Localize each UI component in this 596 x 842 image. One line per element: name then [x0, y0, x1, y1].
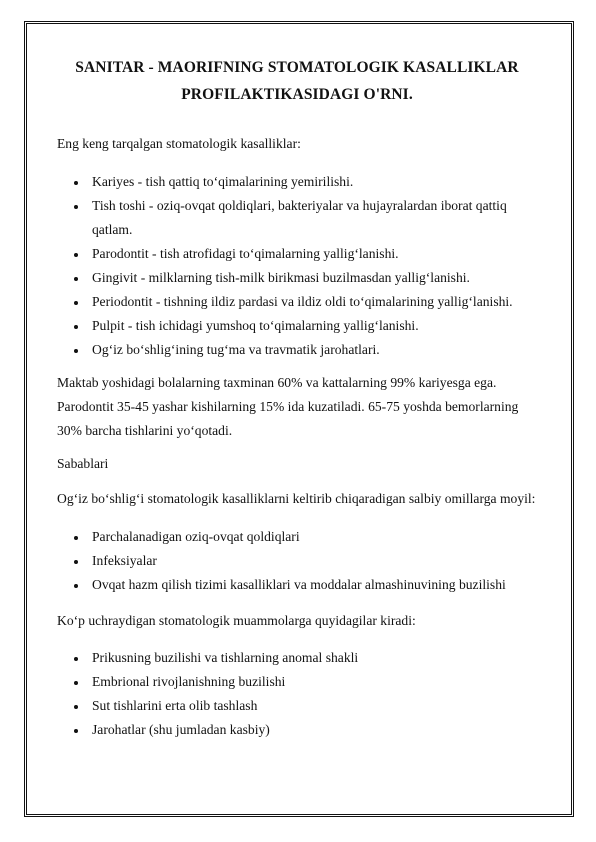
diseases-list	[57, 170, 537, 362]
causes-list	[57, 525, 537, 597]
list-item: Gingivit - milklarning tish-milk birikmasi buzilmasdan yallig‘lanishi.	[57, 266, 537, 290]
title-line-2: PROFILAKTIKASIDAGI O'RNI.	[181, 86, 413, 103]
list-item: Ovqat hazm qilish tizimi kasalliklari va moddalar almashinuvining buzilishi	[57, 573, 537, 597]
list-item: Embrional rivojlanishning buzilishi	[57, 670, 537, 694]
list-item: Parodontit - tish atrofidagi to‘qimalarning yallig‘lanishi.	[57, 242, 537, 266]
list-item: Tish toshi - oziq-ovqat qoldiqlari, bakteriyalar va hujayralardan iborat qattiq qatlam.	[57, 194, 537, 242]
list-item: Kariyes - tish qattiq to‘qimalarining yemirilishi.	[57, 170, 537, 194]
diseases-intro: Eng keng tarqalgan stomatologik kasalliklar:	[57, 136, 301, 151]
common-problems-list	[57, 646, 537, 742]
statistics-paragraph: Maktab yoshidagi bolalarning taxminan 60% va kattalarning 99% kariyesga ega. Parodontit 35-45 yashar kishilarning 15% ida kuzatiladi. 65-75 yoshda bemorlarning 30% barcha tishlarini yo‘qotadi.	[57, 375, 519, 438]
list-item: Parchalanadigan oziq-ovqat qoldiqlari	[57, 525, 537, 549]
list-item: Jarohatlar (shu jumladan kasbiy)	[57, 718, 537, 742]
list-item: Sut tishlarini erta olib tashlash	[57, 694, 537, 718]
document-title	[57, 54, 537, 108]
causes-heading: Sabablari	[57, 456, 109, 471]
common-problems-intro: Ko‘p uchraydigan stomatologik muammolarga quyidagilar kiradi:	[57, 613, 416, 628]
list-item: Infeksiyalar	[57, 549, 537, 573]
list-item: Pulpit - tish ichidagi yumshoq to‘qimalarning yallig‘lanishi.	[57, 314, 537, 338]
list-item: Og‘iz bo‘shlig‘ining tug‘ma va travmatik jarohatlari.	[57, 338, 537, 362]
title-line-1: SANITAR - MAORIFNING STOMATOLOGIK KASALLIKLAR	[75, 59, 519, 76]
list-item: Prikusning buzilishi va tishlarning anomal shakli	[57, 646, 537, 670]
list-item: Periodontit - tishning ildiz pardasi va ildiz oldi to‘qimalarining yallig‘lanishi.	[57, 290, 537, 314]
document-body	[57, 54, 537, 742]
causes-intro: Og‘iz bo‘shlig‘i stomatologik kasalliklarni keltirib chiqaradigan salbiy omillarga moyil:	[57, 491, 536, 506]
